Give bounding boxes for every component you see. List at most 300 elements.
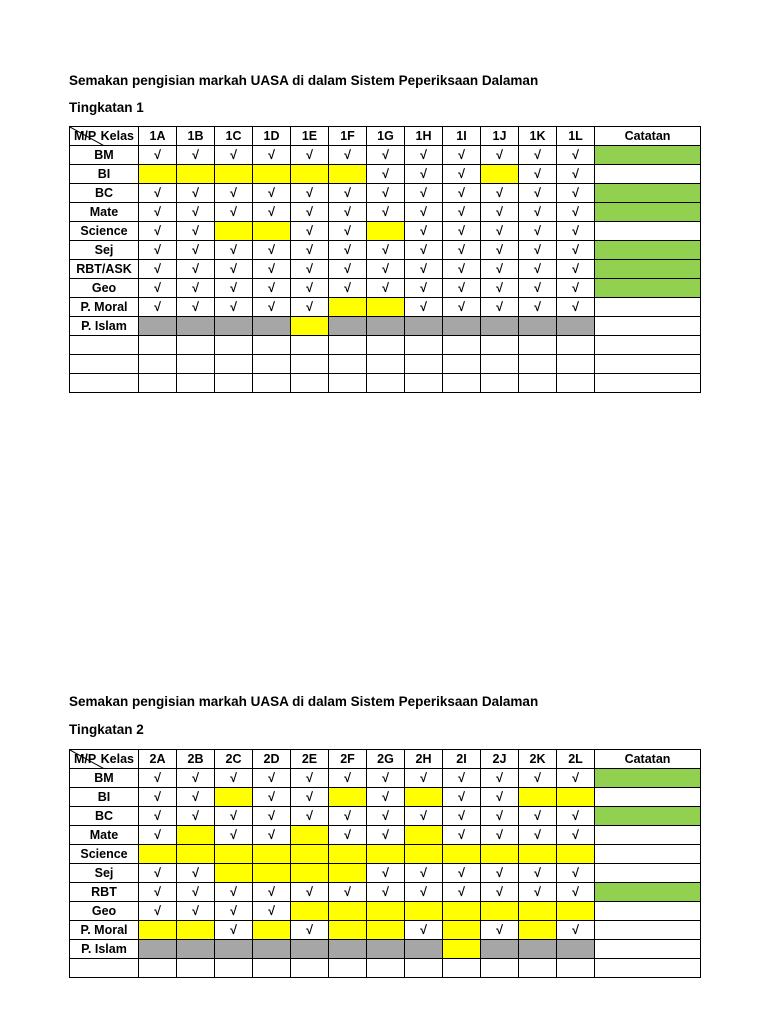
row-label-subject: Mate [70, 826, 139, 845]
status-cell: √ [481, 146, 519, 165]
status-cell: √ [177, 902, 215, 921]
status-cell [139, 336, 177, 355]
status-cell: √ [557, 864, 595, 883]
corner-label-kelas: Kelas [100, 752, 134, 766]
table-row [70, 298, 701, 317]
status-cell: √ [405, 241, 443, 260]
table-row [70, 355, 701, 374]
status-cell: √ [405, 864, 443, 883]
status-cell: √ [557, 203, 595, 222]
column-header-catatan: Catatan [595, 127, 701, 146]
row-label-subject: BM [70, 146, 139, 165]
status-cell: √ [557, 826, 595, 845]
status-cell [367, 921, 405, 940]
column-header-class: 2H [405, 750, 443, 769]
status-cell [405, 959, 443, 978]
status-cell: √ [291, 260, 329, 279]
status-cell: √ [329, 807, 367, 826]
status-cell: √ [177, 222, 215, 241]
row-label-subject: Sej [70, 864, 139, 883]
status-cell [329, 959, 367, 978]
notes-cell [595, 845, 701, 864]
status-cell: √ [443, 864, 481, 883]
status-cell [519, 788, 557, 807]
status-cell: √ [443, 146, 481, 165]
status-cell [215, 336, 253, 355]
status-cell: √ [367, 260, 405, 279]
column-header-class: 1E [291, 127, 329, 146]
status-cell: √ [177, 298, 215, 317]
status-cell: √ [329, 146, 367, 165]
status-cell: √ [367, 826, 405, 845]
status-cell: √ [215, 279, 253, 298]
column-header-class: 1J [481, 127, 519, 146]
status-cell [177, 374, 215, 393]
table-row [70, 336, 701, 355]
status-cell [329, 374, 367, 393]
status-cell [139, 959, 177, 978]
status-cell: √ [519, 184, 557, 203]
status-cell: √ [139, 864, 177, 883]
status-cell: √ [405, 769, 443, 788]
notes-cell [595, 298, 701, 317]
status-cell [443, 355, 481, 374]
status-cell [481, 317, 519, 336]
status-cell: √ [557, 184, 595, 203]
status-cell: √ [367, 203, 405, 222]
column-header-class: 1L [557, 127, 595, 146]
status-cell [177, 317, 215, 336]
status-cell [405, 902, 443, 921]
status-cell: √ [443, 279, 481, 298]
status-cell: √ [291, 184, 329, 203]
column-header-class: 2E [291, 750, 329, 769]
status-cell: √ [557, 222, 595, 241]
notes-cell [595, 826, 701, 845]
status-cell: √ [253, 279, 291, 298]
status-cell: √ [253, 298, 291, 317]
row-label-subject: Mate [70, 203, 139, 222]
status-cell: √ [519, 241, 557, 260]
notes-cell [595, 222, 701, 241]
notes-cell [595, 921, 701, 940]
status-cell [177, 959, 215, 978]
status-cell: √ [481, 279, 519, 298]
status-cell [215, 165, 253, 184]
status-cell: √ [443, 260, 481, 279]
status-cell [519, 374, 557, 393]
status-cell [481, 336, 519, 355]
status-cell [291, 864, 329, 883]
status-cell [215, 940, 253, 959]
status-cell [519, 940, 557, 959]
status-cell [291, 940, 329, 959]
status-cell: √ [253, 788, 291, 807]
status-cell [215, 864, 253, 883]
row-label-subject: P. Islam [70, 940, 139, 959]
table-row [70, 940, 701, 959]
status-cell: √ [443, 298, 481, 317]
status-cell: √ [557, 241, 595, 260]
tingkatan-1-section [69, 73, 671, 333]
status-cell: √ [253, 184, 291, 203]
status-cell: √ [557, 883, 595, 902]
status-cell [215, 788, 253, 807]
status-cell [177, 355, 215, 374]
status-cell: √ [215, 807, 253, 826]
status-cell: √ [443, 769, 481, 788]
status-cell: √ [253, 260, 291, 279]
status-cell [443, 374, 481, 393]
status-cell: √ [215, 883, 253, 902]
status-cell [405, 336, 443, 355]
status-cell [291, 374, 329, 393]
status-cell: √ [367, 807, 405, 826]
status-cell [253, 921, 291, 940]
status-cell [329, 355, 367, 374]
status-cell: √ [557, 921, 595, 940]
row-label-subject: BC [70, 807, 139, 826]
status-cell [177, 826, 215, 845]
status-cell [291, 336, 329, 355]
status-cell: √ [481, 807, 519, 826]
notes-cell [595, 184, 701, 203]
status-cell: √ [367, 864, 405, 883]
status-cell: √ [253, 241, 291, 260]
status-cell: √ [291, 222, 329, 241]
notes-cell [595, 788, 701, 807]
status-cell: √ [329, 241, 367, 260]
status-cell [291, 845, 329, 864]
status-cell: √ [405, 279, 443, 298]
status-cell: √ [215, 298, 253, 317]
status-cell: √ [215, 260, 253, 279]
status-cell: √ [177, 146, 215, 165]
status-cell: √ [405, 165, 443, 184]
status-cell [519, 959, 557, 978]
notes-cell [595, 203, 701, 222]
column-header-class: 2C [215, 750, 253, 769]
status-cell: √ [139, 203, 177, 222]
status-cell [367, 845, 405, 864]
status-cell [139, 374, 177, 393]
status-cell: √ [329, 883, 367, 902]
status-cell [367, 298, 405, 317]
table-row [70, 146, 701, 165]
column-header-class: 2F [329, 750, 367, 769]
status-cell: √ [139, 807, 177, 826]
status-cell [405, 374, 443, 393]
status-cell [329, 902, 367, 921]
status-cell: √ [519, 883, 557, 902]
status-cell: √ [329, 769, 367, 788]
status-cell [443, 902, 481, 921]
table-row [70, 222, 701, 241]
status-cell [367, 374, 405, 393]
status-cell: √ [519, 260, 557, 279]
status-cell: √ [253, 807, 291, 826]
corner-label-mp: M/P [74, 752, 97, 766]
status-cell: √ [443, 184, 481, 203]
status-cell: √ [329, 184, 367, 203]
table-row [70, 241, 701, 260]
status-cell [177, 336, 215, 355]
status-cell: √ [177, 807, 215, 826]
table-row [70, 959, 701, 978]
marks-check-table-tingkatan-1 [69, 126, 701, 393]
status-cell: √ [557, 146, 595, 165]
status-cell: √ [481, 921, 519, 940]
status-cell [367, 336, 405, 355]
status-cell [405, 355, 443, 374]
status-cell [367, 222, 405, 241]
status-cell [481, 374, 519, 393]
status-cell: √ [519, 165, 557, 184]
status-cell: √ [481, 184, 519, 203]
status-cell: √ [557, 165, 595, 184]
status-cell: √ [443, 826, 481, 845]
notes-cell [595, 883, 701, 902]
status-cell: √ [519, 146, 557, 165]
status-cell: √ [481, 826, 519, 845]
column-header-class: 1I [443, 127, 481, 146]
status-cell: √ [443, 165, 481, 184]
section-subheading: Tingkatan 2 [69, 722, 144, 737]
status-cell: √ [329, 826, 367, 845]
status-cell [329, 298, 367, 317]
status-cell [329, 788, 367, 807]
status-cell [177, 940, 215, 959]
row-label-subject: P. Moral [70, 298, 139, 317]
section-heading: Semakan pengisian markah UASA di dalam Sistem Peperiksaan Dalaman [69, 73, 539, 88]
status-cell: √ [367, 788, 405, 807]
status-cell [177, 921, 215, 940]
column-header-catatan: Catatan [595, 750, 701, 769]
status-cell: √ [367, 883, 405, 902]
column-header-class: 2D [253, 750, 291, 769]
status-cell [215, 374, 253, 393]
status-cell [215, 845, 253, 864]
status-cell [253, 374, 291, 393]
status-cell [329, 317, 367, 336]
status-cell [139, 165, 177, 184]
status-cell [253, 864, 291, 883]
table-row [70, 279, 701, 298]
status-cell: √ [291, 788, 329, 807]
status-cell [519, 902, 557, 921]
status-cell: √ [139, 241, 177, 260]
notes-cell [595, 260, 701, 279]
status-cell: √ [329, 203, 367, 222]
status-cell [519, 336, 557, 355]
column-header-class: 2I [443, 750, 481, 769]
status-cell: √ [481, 241, 519, 260]
status-cell: √ [253, 826, 291, 845]
table-row [70, 826, 701, 845]
status-cell: √ [177, 279, 215, 298]
status-cell: √ [557, 260, 595, 279]
status-cell: √ [253, 883, 291, 902]
status-cell [367, 940, 405, 959]
status-cell: √ [443, 883, 481, 902]
row-label-subject: BI [70, 165, 139, 184]
status-cell: √ [443, 788, 481, 807]
notes-cell [595, 146, 701, 165]
column-header-class: 1F [329, 127, 367, 146]
table-row [70, 260, 701, 279]
row-label-subject: Science [70, 845, 139, 864]
column-header-class: 2B [177, 750, 215, 769]
row-label-subject [70, 374, 139, 393]
column-header-class: 2L [557, 750, 595, 769]
notes-cell [595, 807, 701, 826]
table-row [70, 203, 701, 222]
status-cell: √ [177, 203, 215, 222]
table-row [70, 883, 701, 902]
status-cell: √ [139, 184, 177, 203]
section-subheading: Tingkatan 1 [69, 100, 144, 115]
row-label-subject: BI [70, 788, 139, 807]
row-label-subject: BM [70, 769, 139, 788]
tingkatan-2-section [69, 694, 671, 956]
status-cell: √ [177, 260, 215, 279]
status-cell [177, 845, 215, 864]
status-cell [519, 845, 557, 864]
status-cell: √ [139, 222, 177, 241]
status-cell [253, 940, 291, 959]
status-cell [215, 355, 253, 374]
status-cell: √ [481, 222, 519, 241]
column-header-class: 2K [519, 750, 557, 769]
status-cell: √ [291, 146, 329, 165]
status-cell [253, 222, 291, 241]
status-cell [481, 959, 519, 978]
status-cell: √ [519, 807, 557, 826]
status-cell: √ [329, 279, 367, 298]
table-row [70, 788, 701, 807]
status-cell [139, 845, 177, 864]
status-cell [291, 826, 329, 845]
status-cell: √ [367, 184, 405, 203]
status-cell [405, 940, 443, 959]
row-label-subject: Sej [70, 241, 139, 260]
status-cell: √ [443, 807, 481, 826]
status-cell [557, 845, 595, 864]
status-cell [253, 845, 291, 864]
status-cell [405, 826, 443, 845]
status-cell [367, 959, 405, 978]
status-cell [557, 788, 595, 807]
status-cell [329, 165, 367, 184]
status-cell: √ [367, 769, 405, 788]
status-cell: √ [215, 203, 253, 222]
notes-cell [595, 355, 701, 374]
status-cell: √ [329, 260, 367, 279]
status-cell: √ [481, 769, 519, 788]
status-cell: √ [291, 298, 329, 317]
status-cell: √ [519, 298, 557, 317]
status-cell [443, 336, 481, 355]
row-label-subject: P. Moral [70, 921, 139, 940]
status-cell: √ [215, 146, 253, 165]
status-cell: √ [405, 260, 443, 279]
status-cell [253, 355, 291, 374]
status-cell [481, 902, 519, 921]
table-row [70, 845, 701, 864]
status-cell [405, 845, 443, 864]
status-cell: √ [215, 769, 253, 788]
status-cell: √ [291, 203, 329, 222]
status-cell: √ [557, 769, 595, 788]
notes-cell [595, 864, 701, 883]
status-cell: √ [367, 146, 405, 165]
notes-cell [595, 165, 701, 184]
status-cell: √ [405, 203, 443, 222]
corner-label-mp: M/P [74, 129, 97, 143]
status-cell: √ [481, 298, 519, 317]
status-cell [481, 940, 519, 959]
table-row [70, 807, 701, 826]
status-cell [215, 222, 253, 241]
status-cell [405, 788, 443, 807]
corner-header-cell [70, 127, 139, 146]
status-cell: √ [481, 788, 519, 807]
section-heading: Semakan pengisian markah UASA di dalam Sistem Peperiksaan Dalaman [69, 694, 539, 709]
column-header-class: 1K [519, 127, 557, 146]
status-cell: √ [519, 864, 557, 883]
column-header-class: 1G [367, 127, 405, 146]
column-header-class: 1B [177, 127, 215, 146]
column-header-class: 1C [215, 127, 253, 146]
status-cell: √ [443, 241, 481, 260]
notes-cell [595, 959, 701, 978]
status-cell: √ [215, 902, 253, 921]
status-cell: √ [253, 203, 291, 222]
status-cell: √ [139, 769, 177, 788]
status-cell: √ [215, 826, 253, 845]
status-cell [139, 940, 177, 959]
notes-cell [595, 902, 701, 921]
status-cell: √ [139, 826, 177, 845]
status-cell [557, 374, 595, 393]
status-cell: √ [253, 146, 291, 165]
status-cell [557, 959, 595, 978]
status-cell: √ [519, 279, 557, 298]
status-cell: √ [139, 146, 177, 165]
status-cell: √ [405, 807, 443, 826]
status-cell [519, 921, 557, 940]
status-cell [253, 959, 291, 978]
status-cell: √ [557, 807, 595, 826]
table-row [70, 921, 701, 940]
status-cell [557, 336, 595, 355]
row-label-subject: RBT [70, 883, 139, 902]
status-cell: √ [291, 921, 329, 940]
status-cell [291, 902, 329, 921]
status-cell [253, 336, 291, 355]
status-cell [443, 959, 481, 978]
status-cell: √ [519, 222, 557, 241]
corner-label-kelas: Kelas [100, 129, 134, 143]
status-cell: √ [139, 260, 177, 279]
status-cell [253, 165, 291, 184]
status-cell: √ [215, 921, 253, 940]
status-cell [215, 959, 253, 978]
status-cell: √ [443, 203, 481, 222]
status-cell: √ [177, 883, 215, 902]
status-cell [291, 165, 329, 184]
status-cell [405, 317, 443, 336]
